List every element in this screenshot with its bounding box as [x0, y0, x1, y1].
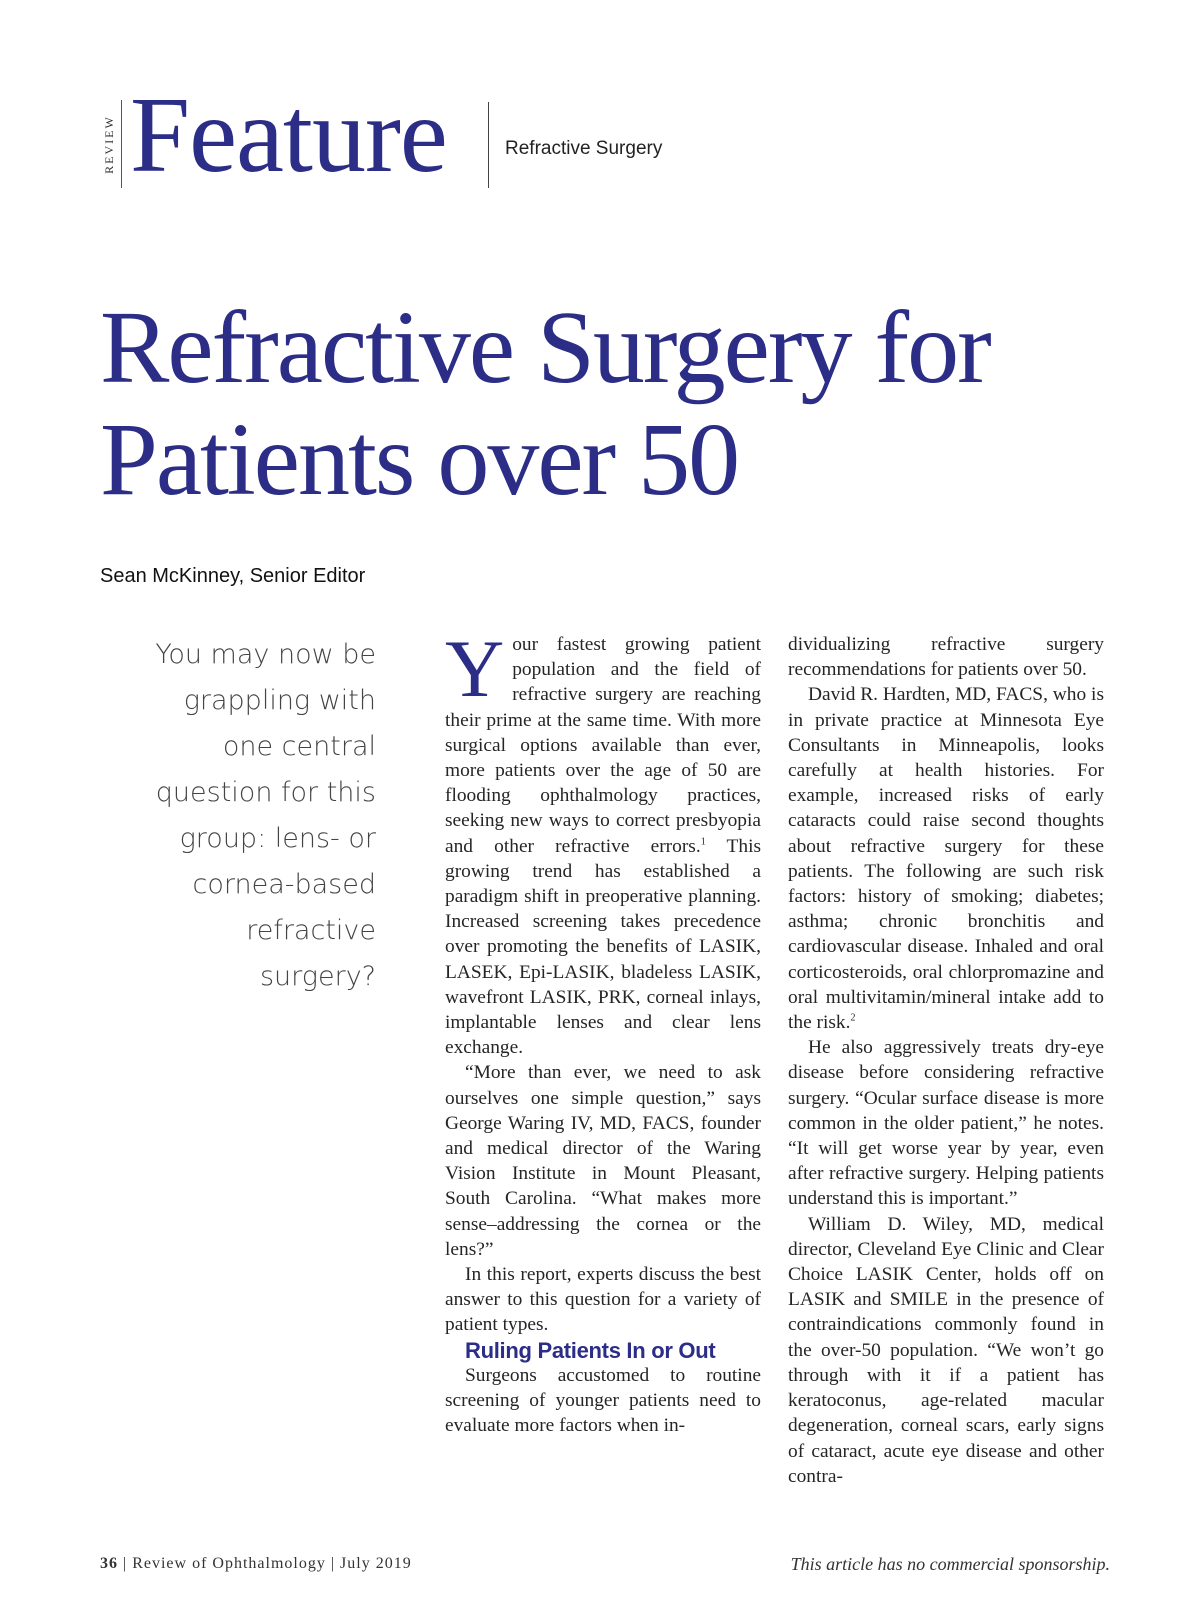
paragraph: Your fastest growing patient population and the field of refractive surgery are reaching their prime at the same time. With more surgical options available than ever, more patients over the age of 50 are flooding ophthalmology practices, seeking new ways to correct presbyopia and other refractive errors.$^1$ This growing trend has established a paradigm shift in preoperative planning. Increased screening takes precedence over promoting the benefits of LASIK, LASEK, Epi-LASIK, bladeless LASIK, wavefront LASIK, PRK, corneal inlays, implantable lenses and clear lens exchange. — [445, 623, 761, 1059]
pull-quote: You may now be grappling with one central question for this group: lens- or cornea-based refractive surgery? — [155, 639, 376, 992]
paragraph: dividualizing refractive surgery recommendations for patients over 50. — [788, 634, 1104, 681]
paragraph: In this report, experts discuss the best answer to this question for a variety of patient types. — [445, 1264, 761, 1336]
body-column-2 — [788, 632, 1104, 1489]
title-line-2: Patients over 50 — [100, 402, 739, 517]
drop-cap: Y — [445, 623, 505, 714]
reference-marker: 2 — [850, 1012, 856, 1024]
issue-date: July 2019 — [340, 1555, 412, 1572]
footer-separator: | — [123, 1555, 128, 1572]
footer-folio — [100, 1555, 412, 1573]
publication-name: Review of Ophthalmology — [132, 1555, 326, 1572]
header-divider-left — [121, 100, 122, 188]
paragraph: Surgeons accustomed to routine screening of younger patients need to evaluate more factors when in- — [445, 1364, 761, 1437]
paragraph: William D. Wiley, MD, medical director, Cleveland Eye Clinic and Clear Choice LASIK Center, holds off on LASIK and SMILE in the presence of contraindications commonly found in the over-50 population. “We won’t go through with it if a patient has keratoconus, age-related macular degeneration, corneal scars, early signs of cataract, acute eye disease and other contra- — [788, 1213, 1104, 1487]
feature-heading: Feature — [130, 76, 447, 195]
byline: Sean McKinney, Senior Editor — [100, 565, 366, 587]
paragraph: “More than ever, we need to ask ourselves one simple question,” says George Waring IV, MD, FACS, founder and medical director of the Waring Vision Institute in Mount Pleasant, South Carolina. “What makes more sense–addressing the cornea or the lens?” — [445, 1062, 761, 1260]
subheading: Ruling Patients In or Out — [465, 1337, 716, 1363]
body-column-1 — [445, 623, 761, 1439]
reference-marker: 1 — [700, 836, 706, 848]
review-label-text: REVIEW — [101, 114, 116, 174]
review-vertical-label — [100, 100, 118, 188]
sponsorship-note: This article has no commercial sponsorship. — [790, 1554, 1110, 1574]
paragraph: David R. Hardten, MD, FACS, who is in private practice at Minnesota Eye Consultants in Minneapolis, looks carefully at health histories. For example, increased risks of early cataracts could raise second thoughts about refractive surgery for these patients. The following are such risk factors: history of smoking; diabetes; asthma; chronic bronchitis and cardiovascular disease. Inhaled and oral corticosteroids, oral chlorpromazine and oral multivitamin/mineral intake add to the risk.$^2$ — [788, 684, 1104, 1034]
title-line-1: Refractive Surgery for — [100, 290, 990, 405]
footer-separator: | — [330, 1555, 336, 1572]
article-title — [100, 292, 1120, 516]
page-number: 36 — [100, 1555, 118, 1572]
section-label: Refractive Surgery — [505, 138, 663, 159]
paragraph: He also aggressively treats dry-eye disease before considering refractive surgery. “Ocular surface disease is more common in the older patient,” he notes. “It will get worse year by year, even after refractive surgery. Helping patients understand this is important.” — [788, 1037, 1104, 1210]
header-divider-right — [488, 102, 489, 188]
